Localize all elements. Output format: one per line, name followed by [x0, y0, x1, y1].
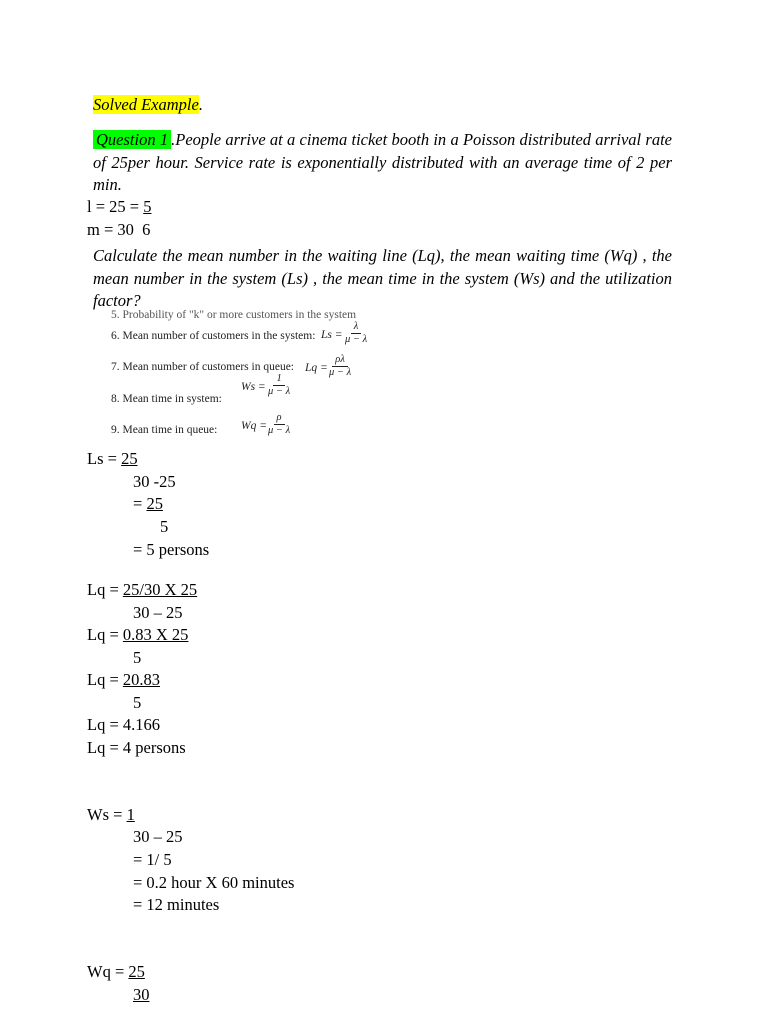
given-lambda: l = 25 = 5	[87, 197, 152, 216]
lq-line-2: 30 – 25	[133, 603, 183, 622]
lq-line-3: Lq = 0.83 X 25	[87, 625, 189, 644]
formula-image	[105, 309, 395, 444]
formula-6-text: 6. Mean number of customers in the system:	[111, 330, 316, 342]
ws-line-5: = 12 minutes	[133, 895, 220, 914]
formula-9-fraction: $\frac{\rho}{\mu - \lambda}$	[268, 412, 291, 436]
lq-line-5: Lq = 20.83	[87, 670, 161, 689]
ls-line-5: = 5 persons	[133, 540, 210, 559]
lq-line-4: 5	[133, 648, 142, 667]
given-mu: m = 30 6	[87, 220, 151, 239]
question-paragraph	[93, 129, 672, 197]
wq-line-1: Wq = 25	[87, 962, 145, 981]
ls-line-1: Ls = 25	[87, 449, 138, 468]
lq-line-1: Lq = 25/30 X 25	[87, 580, 198, 599]
formula-9-text: 9. Mean time in queue:	[111, 424, 218, 436]
lq-line-6: 5	[133, 693, 142, 712]
lq-line-8: Lq = 4 persons	[87, 738, 186, 757]
formula-6-fraction: $\frac{\lambda}{\mu - \lambda}$	[345, 321, 368, 345]
formula-8-lhs: Ws =	[241, 381, 266, 393]
ls-line-3: = 25	[133, 494, 163, 513]
formula-5-text: 5. Probability of "k" or more customers in the system	[111, 309, 357, 321]
ws-line-4: = 0.2 hour X 60 minutes	[133, 873, 295, 892]
ws-line-1: Ws = 1	[87, 805, 135, 824]
formula-9-lhs: Wq =	[241, 420, 267, 432]
formula-7-text: 7. Mean number of customers in queue:	[111, 361, 294, 373]
ws-line-3: = 1/ 5	[133, 850, 172, 869]
formula-6-lhs: Ls =	[321, 329, 343, 341]
lq-line-7: Lq = 4.166	[87, 715, 161, 734]
formula-7-lhs: Lq =	[305, 362, 328, 374]
question-text: .People arrive at a cinema ticket booth in a Poisson distributed arrival rate of 25per hour. Service rate is exponentially distributed with an average time of 2 per min.	[93, 130, 672, 194]
formula-7-fraction: $\frac{\rho\lambda}{\mu - \lambda}$	[329, 354, 352, 378]
question-tag: Question 1	[93, 130, 171, 149]
formula-8-text: 8. Mean time in system:	[111, 393, 222, 405]
heading: Solved Example.	[93, 95, 203, 114]
wq-line-2: 30	[133, 985, 150, 1004]
ws-line-2: 30 – 25	[133, 827, 183, 846]
formula-8-fraction: $\frac{1}{\mu - \lambda}$	[268, 373, 291, 397]
ls-line-2: 30 -25	[133, 472, 176, 491]
ls-line-4: 5	[160, 517, 169, 536]
task-paragraph: Calculate the mean number in the waiting line (Lq), the mean waiting time (Wq) , the mean number in the system (Ls) , the mean time in the system (Ws) and the utilization factor?	[93, 246, 672, 310]
heading-label: Solved Example	[93, 95, 199, 114]
